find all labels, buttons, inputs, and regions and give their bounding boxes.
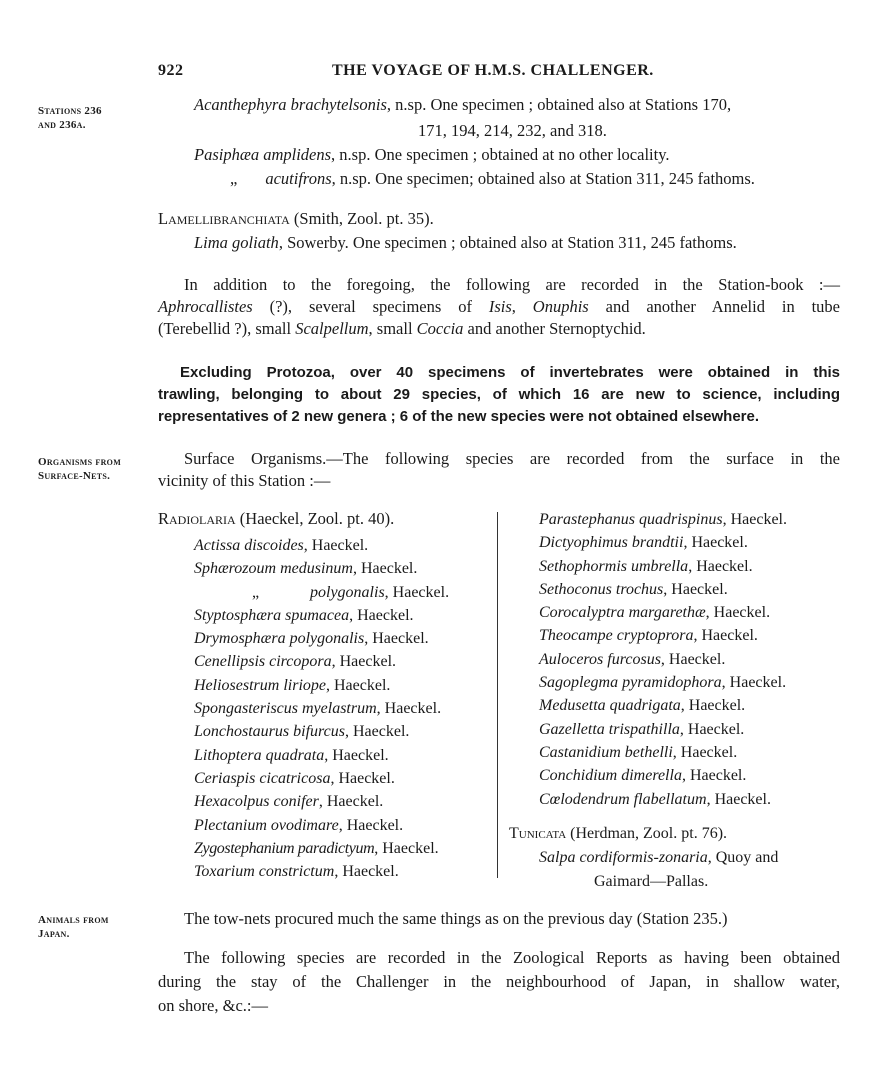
group-reference: (Herdman, Zool. pt. 76). <box>566 825 728 842</box>
species-author: , Haeckel. <box>663 580 728 598</box>
species-note: , Sowerby. One specimen ; obtained also at Station 311, 245 fathoms. <box>278 233 737 252</box>
species-author: , Haeckel. <box>349 606 414 624</box>
paragraph-line: Excluding Protozoa, over 40 specimens of invertebrates were obtained in this <box>180 364 840 381</box>
margin-note-organisms <box>38 455 121 483</box>
addition-paragraph <box>158 274 840 340</box>
list-item <box>539 578 787 601</box>
margin-note-line: Organisms from <box>38 456 122 468</box>
species-name: acutifrons <box>265 169 332 188</box>
list-item <box>539 624 787 647</box>
margin-note-line: Japan. <box>38 928 70 940</box>
species-author: , Haeckel. <box>352 560 418 578</box>
species-note: , n.sp. One specimen; obtained also at Station 311, 245 fathoms. <box>331 169 755 188</box>
list-item <box>194 720 449 743</box>
list-item <box>539 671 787 694</box>
list-item <box>194 604 449 627</box>
species-name: Auloceros furcosus <box>539 650 661 668</box>
list-item <box>194 534 449 557</box>
list-item <box>194 557 449 580</box>
margin-note-line: and 236a. <box>38 119 86 131</box>
species-name: Theocampe cryptoprora <box>539 627 694 645</box>
species-author: , Haeckel. <box>330 769 395 787</box>
species-name: Drymosphæra polygonalis <box>194 630 365 648</box>
margin-note-stations <box>38 104 102 132</box>
list-item <box>194 814 449 837</box>
paragraph-line: vicinity of this Station :— <box>158 471 331 490</box>
species-name: Sethoconus trochus <box>539 580 664 598</box>
list-item <box>539 694 787 717</box>
species-author: , Haeckel. <box>683 534 748 552</box>
species-author: , Haeckel. <box>334 863 399 881</box>
list-item <box>194 674 449 697</box>
species-author: , Haeckel. <box>318 793 384 811</box>
species-author: , Haeckel. <box>326 676 391 694</box>
ditto-mark: „ <box>230 169 238 188</box>
species-name: Cenellipsis circopora <box>194 653 332 671</box>
group-heading-tunicata <box>509 822 727 845</box>
species-author: , Haeckel. <box>364 630 429 648</box>
japan-paragraph <box>158 946 840 1018</box>
species-note: 171, 194, 214, 232, and 318. <box>418 121 607 140</box>
text-run: , <box>511 297 533 316</box>
species-name: Lonchostaurus bifurcus <box>194 723 345 741</box>
species-name: Acanthephyra brachytelsonis <box>194 95 387 114</box>
species-name: Dictyophimus brandtii <box>539 534 684 552</box>
species-name: Coccia <box>416 319 464 338</box>
list-item <box>194 744 449 767</box>
list-item <box>539 601 787 624</box>
paragraph-line <box>158 274 840 296</box>
text-run: In addition to the foregoing, the following are recorded in the Station-book :— <box>184 275 840 294</box>
margin-note-line: Surface-Nets. <box>38 470 111 482</box>
species-author: , Haeckel. <box>324 746 389 764</box>
list-item <box>194 790 449 813</box>
page-number: 922 <box>158 62 184 79</box>
margin-note-animals <box>38 913 109 941</box>
species-name: Zygostephanium paradictyum <box>194 839 375 857</box>
species-name: Conchidium dimerella <box>539 767 682 785</box>
list-item <box>194 581 449 604</box>
species-name: Salpa cordiformis-zonaria <box>539 849 708 866</box>
text-run: (Terebellid ?), small <box>158 319 296 338</box>
species-name: Plectanium ovodimare <box>194 816 339 834</box>
species-author: , Haeckel. <box>680 697 746 715</box>
paragraph-line: representatives of 2 new genera ; 6 of the new species were not obtained elsewhere. <box>158 408 760 425</box>
list-item <box>194 860 449 883</box>
species-author: , Haeckel. <box>660 650 726 668</box>
species-entry-continuation <box>594 870 708 893</box>
list-item <box>194 767 449 790</box>
species-name: Castanidium bethelli <box>539 743 673 761</box>
paragraph-line <box>158 448 840 470</box>
species-name: Cœlodendrum flabellatum <box>539 790 707 808</box>
running-title: THE VOYAGE OF H.M.S. CHALLENGER. <box>332 62 654 79</box>
species-entry <box>230 168 755 190</box>
species-entry <box>194 94 731 116</box>
list-item <box>539 508 787 531</box>
species-name: Scalpellum <box>295 319 369 338</box>
list-item <box>194 837 449 860</box>
list-item <box>539 764 787 787</box>
species-author: , Haeckel. <box>376 700 442 718</box>
text-run: and another Annelid in tube <box>588 297 840 316</box>
species-name: Lima goliath <box>194 233 279 252</box>
paragraph-line <box>158 296 840 318</box>
species-name: Ceriaspis cicatricosa <box>194 769 331 787</box>
paragraph-line: trawling, belonging to about 29 species, of which 16 are new to science, including <box>158 386 840 403</box>
species-author: , Haeckel. <box>303 537 369 554</box>
species-author: , Haeckel. <box>344 723 410 741</box>
species-name: polygonalis <box>310 583 385 601</box>
species-author: , Haeckel. <box>705 604 771 622</box>
species-entry <box>194 232 737 254</box>
surface-organisms-paragraph <box>158 448 840 492</box>
text-run: (?), several specimens of <box>252 297 489 316</box>
species-author: , Haeckel. <box>722 511 787 528</box>
species-author: , Haeckel. <box>681 767 747 785</box>
species-note: , n.sp. One specimen ; obtained also at Stations 170, <box>386 95 732 114</box>
paragraph-line <box>158 318 840 340</box>
margin-note-line: Stations 236 <box>38 105 102 117</box>
species-name: Pasiphæa amplidens <box>194 145 332 164</box>
section-title: Surface Organisms. <box>184 449 327 468</box>
species-note: , n.sp. One specimen ; obtained at no other locality. <box>331 145 670 164</box>
species-name: Sagoplegma pyramidophora <box>539 674 722 692</box>
list-item <box>539 531 787 554</box>
species-name: Hexacolpus conifer <box>194 793 319 811</box>
species-name: Styptosphæra spumacea <box>194 606 350 624</box>
species-author: , Quoy and <box>707 849 779 866</box>
species-author: Gaimard—Pallas. <box>594 873 709 890</box>
species-name: Isis <box>488 297 512 316</box>
species-author: , Haeckel. <box>706 790 771 808</box>
list-item <box>539 718 787 741</box>
species-name: Sethophormis umbrella <box>539 557 689 575</box>
list-item <box>539 555 787 578</box>
species-name: Parastephanus quadrispinus <box>539 511 723 528</box>
list-item <box>539 741 787 764</box>
text-run: , small <box>368 319 417 338</box>
species-name: Toxarium constrictum <box>194 863 335 881</box>
species-author: , Haeckel. <box>672 743 738 761</box>
list-item <box>539 648 787 671</box>
right-species-column <box>539 508 787 811</box>
species-author: , Haeckel. <box>693 627 758 645</box>
species-name: Lithoptera quadrata <box>194 746 325 764</box>
townet-paragraph: The tow-nets procured much the same things as on the previous day (Station 235.) <box>184 909 728 928</box>
group-heading-radiolaria <box>158 508 394 530</box>
list-item <box>539 788 787 811</box>
column-divider <box>497 512 498 878</box>
species-name: Sphærozoum medusinum <box>194 560 353 578</box>
species-author: , Haeckel. <box>374 839 439 857</box>
species-entry <box>194 144 670 166</box>
left-species-column <box>194 534 449 883</box>
species-entry <box>539 846 778 869</box>
group-reference: (Haeckel, Zool. pt. 40). <box>235 509 395 528</box>
species-name: Actissa discoides <box>194 537 304 554</box>
paragraph-line: The following species are recorded in the Zoological Reports as having been obtained <box>184 948 840 967</box>
species-author: , Haeckel. <box>384 583 450 601</box>
group-reference: (Smith, Zool. pt. 35). <box>289 209 434 228</box>
text-run: —The following species are recorded from the surface in the <box>326 449 840 468</box>
paragraph-line: on shore, &c.:— <box>158 996 268 1015</box>
group-name: Radiolaria <box>158 509 236 528</box>
species-entry-continuation <box>418 120 607 142</box>
list-item <box>194 627 449 650</box>
group-name: Lamellibranchiata <box>158 209 290 228</box>
species-name: Medusetta quadrigata <box>539 697 681 715</box>
species-author: , Haeckel. <box>331 653 397 671</box>
species-author: , Haeckel. <box>688 557 753 575</box>
species-name: Gazelletta trispathilla <box>539 720 680 738</box>
species-name: Aphrocallistes <box>158 297 253 316</box>
group-heading-lamellibranchiata <box>158 208 434 230</box>
species-name: Spongasteriscus myelastrum <box>194 700 377 718</box>
species-name: Corocalyptra margarethæ <box>539 604 706 622</box>
paragraph-line: during the stay of the Challenger in the neighbourhood of Japan, in shallow water, <box>158 972 840 991</box>
ditto-mark: „ <box>252 583 260 601</box>
summary-paragraph <box>158 362 840 428</box>
species-author: , Haeckel. <box>679 720 745 738</box>
list-item <box>194 650 449 673</box>
text-run: and another Sternoptychid. <box>463 319 646 338</box>
margin-note-line: Animals from <box>38 914 109 926</box>
species-name: Heliosestrum liriope <box>194 676 326 694</box>
list-item <box>194 697 449 720</box>
species-author: , Haeckel. <box>338 816 404 834</box>
species-author: , Haeckel. <box>721 674 787 692</box>
species-name: Onuphis <box>532 297 589 316</box>
group-name: Tunicata <box>509 825 567 842</box>
